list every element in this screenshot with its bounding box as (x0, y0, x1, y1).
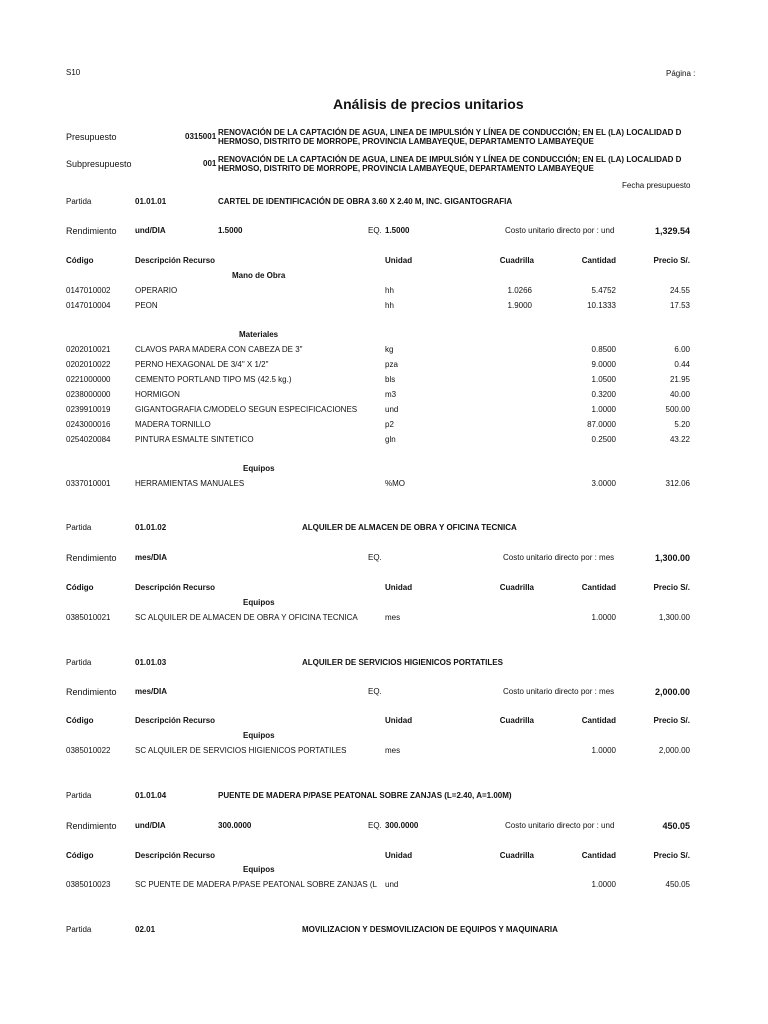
resource-description: HORMIGON (135, 390, 180, 399)
eq-label: EQ. (368, 687, 382, 696)
resource-description: PEON (135, 301, 158, 310)
rendimiento-label: Rendimiento (66, 553, 117, 563)
resource-cantidad: 0.8500 (591, 345, 616, 354)
col-cuadrilla: Cuadrilla (499, 851, 534, 860)
resource-unit: gln (385, 435, 396, 444)
rendimiento-label: Rendimiento (66, 687, 117, 697)
resource-cantidad: 1.0000 (591, 746, 616, 755)
col-cuadrilla: Cuadrilla (499, 256, 534, 265)
resource-code: 0385010022 (66, 746, 111, 755)
partida-code: 01.01.04 (135, 791, 167, 800)
partida-label: Partida (66, 925, 92, 934)
col-precio: Precio S/. (653, 851, 690, 860)
resource-code: 0147010002 (66, 286, 111, 295)
resource-code: 0243000016 (66, 420, 111, 429)
resource-unit: mes (385, 613, 401, 622)
resource-code: 0238000000 (66, 390, 111, 399)
subpresupuesto-code: 001 (203, 159, 217, 168)
subpresupuesto-desc-1: RENOVACIÓN DE LA CAPTACIÓN DE AGUA, LINEA DE IMPULSIÓN Y LÍNEA DE CONDUCCIÓN; EN EL (LA) LOCALIDAD D (218, 155, 682, 164)
col-cuadrilla: Cuadrilla (499, 583, 534, 592)
resource-cantidad: 0.2500 (591, 435, 616, 444)
col-codigo: Código (66, 716, 94, 725)
resource-unit: und (385, 880, 399, 889)
partida-name: MOVILIZACION Y DESMOVILIZACION DE EQUIPOS Y MAQUINARIA (302, 925, 558, 934)
partida-code: 01.01.01 (135, 197, 167, 206)
cost-label: Costo unitario directo por : mes (503, 553, 615, 562)
resource-cantidad: 1.0500 (591, 375, 616, 384)
partida-name: ALQUILER DE SERVICIOS HIGIENICOS PORTATILES (302, 658, 503, 667)
resource-unit: kg (385, 345, 394, 354)
presupuesto-code: 0315001 (185, 132, 217, 141)
resource-description: OPERARIO (135, 286, 178, 295)
section-equipos: Equipos (243, 464, 275, 473)
presupuesto-desc-1: RENOVACIÓN DE LA CAPTACIÓN DE AGUA, LINEA DE IMPULSIÓN Y LÍNEA DE CONDUCCIÓN; EN EL (LA) LOCALIDAD D (218, 128, 682, 137)
resource-description: SC PUENTE DE MADERA P/PASE PEATONAL SOBRE ZANJAS (L (135, 880, 377, 889)
cost-value: 450.05 (662, 821, 690, 831)
resource-precio: 24.55 (669, 286, 690, 295)
resource-cantidad: 0.3200 (591, 390, 616, 399)
rendimiento-unit: mes/DIA (135, 553, 168, 562)
col-codigo: Código (66, 583, 94, 592)
partida-label: Partida (66, 791, 92, 800)
resource-precio: 500.00 (665, 405, 690, 414)
page-label: Página : (666, 69, 696, 78)
section-materiales: Materiales (239, 330, 279, 339)
section-equipos: Equipos (243, 598, 275, 607)
resource-precio: 6.00 (674, 345, 690, 354)
rendimiento-label: Rendimiento (66, 226, 117, 236)
resource-description: MADERA TORNILLO (135, 420, 211, 429)
eq-value: 1.5000 (385, 226, 410, 235)
resource-cantidad: 1.0000 (591, 880, 616, 889)
eq-label: EQ. (368, 821, 382, 830)
resource-unit: bls (385, 375, 396, 384)
presupuesto-label: Presupuesto (66, 132, 117, 142)
resource-code: 0385010023 (66, 880, 111, 889)
col-unidad: Unidad (385, 716, 413, 725)
resource-cantidad: 1.0000 (591, 613, 616, 622)
subpresupuesto-desc-2: HERMOSO, DISTRITO DE MORROPE, PROVINCIA LAMBAYEQUE, DEPARTAMENTO LAMBAYEQUE (218, 164, 594, 173)
resource-description: CEMENTO PORTLAND TIPO MS (42.5 kg.) (135, 375, 292, 384)
cost-value: 1,329.54 (654, 226, 690, 236)
resource-unit: p2 (385, 420, 394, 429)
col-precio: Precio S/. (653, 716, 690, 725)
resource-cuadrilla: 1.0266 (507, 286, 532, 295)
col-descripcion: Descripción Recurso (135, 716, 216, 725)
cost-label: Costo unitario directo por : und (505, 821, 615, 830)
col-cantidad: Cantidad (581, 716, 616, 725)
rendimiento-label: Rendimiento (66, 821, 117, 831)
resource-code: 0202010021 (66, 345, 111, 354)
rendimiento-unit: und/DIA (135, 821, 166, 830)
resource-precio: 2,000.00 (658, 746, 690, 755)
partida-label: Partida (66, 523, 92, 532)
section-equipos: Equipos (243, 731, 275, 740)
partida-name: ALQUILER DE ALMACEN DE OBRA Y OFICINA TECNICA (302, 523, 517, 532)
partida-code: 01.01.02 (135, 523, 167, 532)
resource-code: 0202010022 (66, 360, 111, 369)
partida-name: PUENTE DE MADERA P/PASE PEATONAL SOBRE ZANJAS (L=2.40, A=1.00M) (218, 791, 512, 800)
resource-code: 0337010001 (66, 479, 111, 488)
subpresupuesto-label: Subpresupuesto (66, 159, 132, 169)
cost-label: Costo unitario directo por : mes (503, 687, 615, 696)
rendimiento-unit: und/DIA (135, 226, 166, 235)
resource-unit: und (385, 405, 399, 414)
col-codigo: Código (66, 256, 94, 265)
col-descripcion: Descripción Recurso (135, 583, 216, 592)
resource-cantidad: 3.0000 (591, 479, 616, 488)
resource-precio: 21.95 (669, 375, 690, 384)
col-descripcion: Descripción Recurso (135, 851, 216, 860)
resource-unit: mes (385, 746, 401, 755)
resource-cantidad: 5.4752 (591, 286, 616, 295)
resource-unit: %MO (385, 479, 405, 488)
resource-cantidad: 10.1333 (587, 301, 616, 310)
partida-label: Partida (66, 197, 92, 206)
resource-precio: 43.22 (669, 435, 690, 444)
partida-label: Partida (66, 658, 92, 667)
system-label: S10 (66, 68, 81, 77)
section-equipos: Equipos (243, 865, 275, 874)
partida-code: 02.01 (135, 925, 156, 934)
col-codigo: Código (66, 851, 94, 860)
resource-precio: 5.20 (674, 420, 690, 429)
resource-precio: 17.53 (669, 301, 690, 310)
partida-code: 01.01.03 (135, 658, 167, 667)
partida-name: CARTEL DE IDENTIFICACIÓN DE OBRA 3.60 X 2.40 M, INC. GIGANTOGRAFIA (218, 197, 513, 206)
col-unidad: Unidad (385, 583, 413, 592)
col-precio: Precio S/. (653, 583, 690, 592)
resource-description: GIGANTOGRAFIA C/MODELO SEGUN ESPECIFICACIONES (135, 405, 358, 414)
resource-code: 0221000000 (66, 375, 111, 384)
col-unidad: Unidad (385, 851, 413, 860)
eq-label: EQ. (368, 553, 382, 562)
resource-description: PERNO HEXAGONAL DE 3/4" X 1/2" (135, 360, 269, 369)
resource-description: SC ALQUILER DE ALMACEN DE OBRA Y OFICINA TECNICA (135, 613, 358, 622)
resource-description: PINTURA ESMALTE SINTETICO (135, 435, 254, 444)
page-title: Análisis de precios unitarios (333, 96, 524, 112)
rendimiento-value: 300.0000 (218, 821, 252, 830)
fecha-label: Fecha presupuesto (622, 181, 691, 190)
resource-description: HERRAMIENTAS MANUALES (135, 479, 245, 488)
eq-label: EQ. (368, 226, 382, 235)
resource-unit: hh (385, 286, 394, 295)
eq-value: 300.0000 (385, 821, 419, 830)
resource-description: CLAVOS PARA MADERA CON CABEZA DE 3" (135, 345, 303, 354)
resource-code: 0385010021 (66, 613, 111, 622)
col-precio: Precio S/. (653, 256, 690, 265)
resource-code: 0254020084 (66, 435, 111, 444)
resource-cantidad: 9.0000 (591, 360, 616, 369)
resource-unit: pza (385, 360, 398, 369)
resource-unit: hh (385, 301, 394, 310)
rendimiento-value: 1.5000 (218, 226, 243, 235)
resource-precio: 312.06 (665, 479, 690, 488)
section-mano-obra: Mano de Obra (232, 271, 286, 280)
resource-cantidad: 1.0000 (591, 405, 616, 414)
resource-precio: 1,300.00 (658, 613, 690, 622)
col-unidad: Unidad (385, 256, 413, 265)
resource-cuadrilla: 1.9000 (507, 301, 532, 310)
col-cuadrilla: Cuadrilla (499, 716, 534, 725)
cost-value: 2,000.00 (654, 687, 690, 697)
presupuesto-desc-2: HERMOSO, DISTRITO DE MORROPE, PROVINCIA LAMBAYEQUE, DEPARTAMENTO LAMBAYEQUE (218, 137, 594, 146)
resource-code: 0147010004 (66, 301, 111, 310)
col-cantidad: Cantidad (581, 583, 616, 592)
cost-value: 1,300.00 (654, 553, 690, 563)
resource-description: SC ALQUILER DE SERVICIOS HIGIENICOS PORTATILES (135, 746, 347, 755)
cost-label: Costo unitario directo por : und (505, 226, 615, 235)
resource-code: 0239910019 (66, 405, 111, 414)
rendimiento-unit: mes/DIA (135, 687, 168, 696)
resource-precio: 0.44 (674, 360, 690, 369)
resource-precio: 40.00 (669, 390, 690, 399)
resource-unit: m3 (385, 390, 397, 399)
col-descripcion: Descripción Recurso (135, 256, 216, 265)
col-cantidad: Cantidad (581, 851, 616, 860)
col-cantidad: Cantidad (581, 256, 616, 265)
resource-precio: 450.05 (665, 880, 690, 889)
resource-cantidad: 87.0000 (587, 420, 616, 429)
